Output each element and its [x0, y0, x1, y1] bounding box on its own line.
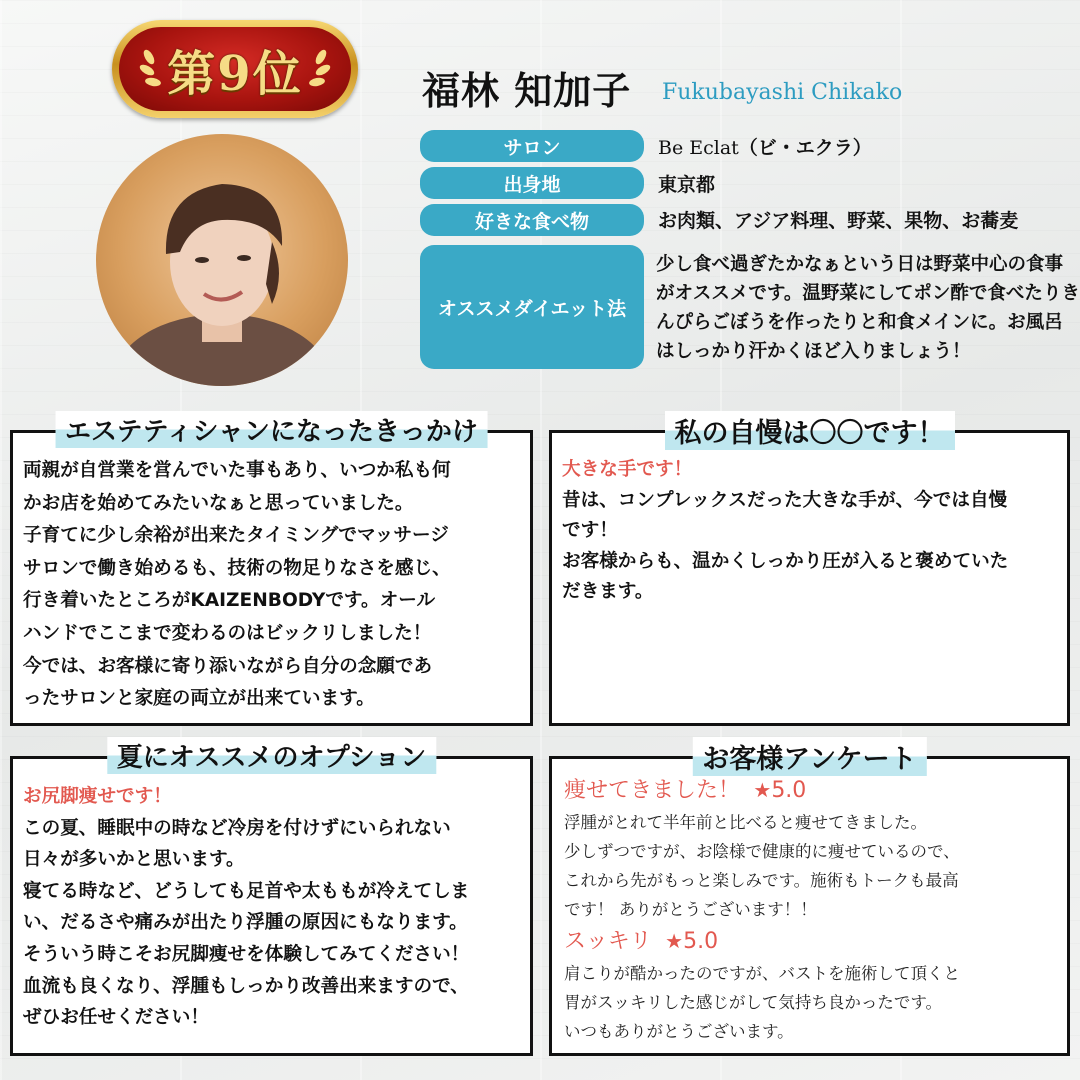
text-line: 日々が多いかと思います。	[23, 849, 245, 871]
text-line: 胃がスッキリした感じがして気持ち良かったです。	[564, 993, 943, 1012]
profile-name: 福林 知加子	[422, 69, 632, 113]
text-line: ハンドでここまで変わるのはビックリしました！	[23, 622, 432, 644]
survey-box	[549, 744, 1070, 1056]
text-line: ぜひお任せください！	[23, 1007, 209, 1029]
diet-method-label: オススメダイエット法	[420, 245, 644, 369]
text-line: い、だるさや痛みが出たり浮腫の原因にもなります。	[23, 912, 468, 934]
review-rating: 5.0	[771, 778, 807, 803]
summer-option-text	[23, 781, 522, 1034]
text-line: 少しずつですが、お陰様で健康的に痩せているので、	[564, 842, 960, 861]
laurel-right-icon	[297, 49, 331, 91]
pride-text	[562, 455, 1059, 608]
survey-heading: お客様アンケート	[692, 737, 926, 776]
text-line: です！ ありがとうございます！！	[564, 900, 817, 919]
review-body	[564, 959, 1057, 1046]
text-line: 両親が自営業を営んでいた事もあり、いつか私も何	[23, 460, 451, 481]
text-line: 寝てる時など、どうしても足首や太ももが冷えてしま	[23, 880, 470, 902]
text-line: だきます。	[562, 581, 654, 602]
pride-box	[549, 418, 1070, 726]
salon-value	[658, 133, 872, 160]
text-line: 行き着いたところがKAIZENBODYです。オール	[23, 590, 436, 612]
person-portrait-icon	[96, 134, 348, 386]
text-line: 子育てに少し余裕が出来たタイミングでマッサージ	[23, 525, 449, 547]
pride-highlight: 大きな手です！	[562, 459, 693, 480]
birthplace-value: 東京都	[658, 174, 716, 196]
text-line: です！	[562, 520, 618, 541]
summer-option-heading: 夏にオススメのオプション	[107, 737, 436, 774]
review-title	[564, 924, 1057, 959]
profile-photo	[96, 134, 348, 386]
review-body	[564, 808, 1057, 924]
text-line: 血流も良くなり、浮腫もしっかり改善出来ますので、	[23, 975, 469, 997]
text-line: これから先がもっと楽しみです。施術もトークも最高	[564, 871, 959, 890]
reason-text	[23, 455, 522, 716]
star-icon: ★	[747, 778, 772, 802]
salon-value-ja: （ビ・エクラ）	[738, 137, 872, 159]
text-line: いつもありがとうございます。	[564, 1022, 794, 1041]
diet-method-value: 少し食べ過ぎたかなぁという日は野菜中心の食事がオススメです。温野菜にしてポン酢で食べたりきんぴらごぼうを作ったりと和食メインに。お風呂はしっかり汗かくほど入りましょう！	[656, 254, 1080, 362]
reason-box	[10, 417, 533, 726]
summer-option-highlight: お尻脚痩せです！	[23, 786, 172, 807]
rank-badge-inner	[119, 27, 351, 111]
birthplace-label: 出身地	[420, 167, 644, 199]
salon-value-en: Be Eclat	[658, 137, 739, 159]
review-list	[564, 773, 1057, 1046]
text-line: サロンで働き始めるも、技術の物足りなさを感じ、	[23, 557, 451, 579]
profile-name-en: Fukubayashi Chikako	[662, 80, 903, 105]
text-line: 今では、お客様に寄り添いながら自分の念願であ	[23, 655, 433, 677]
rank-label: 第9位	[167, 45, 303, 102]
laurel-left-icon	[139, 49, 173, 91]
favorite-food-value: お肉類、アジア料理、野菜、果物、お蕎麦	[658, 210, 1019, 232]
salon-label: サロン	[420, 130, 644, 162]
text-line: この夏、睡眠中の時など冷房を付けずにいられない	[23, 817, 451, 839]
rank-badge	[112, 20, 358, 118]
review-rating: 5.0	[683, 929, 719, 954]
pride-heading: 私の自慢は〇〇です！	[665, 411, 955, 450]
star-icon: ★	[658, 929, 684, 953]
review-title	[564, 773, 1057, 808]
favorite-food-label: 好きな食べ物	[420, 204, 644, 236]
text-line: そういう時こそお尻脚痩せを体験してみてください！	[23, 943, 470, 965]
text-line: ったサロンと家庭の両立が出来ています。	[23, 688, 375, 710]
summer-option-box	[10, 743, 533, 1056]
text-line: 浮腫がとれて半年前と比べると痩せてきました。	[564, 813, 927, 832]
text-line: 昔は、コンプレックスだった大きな手が、今では自慢	[562, 489, 1008, 511]
review-title-text: スッキリ	[564, 929, 652, 954]
text-line: 肩こりが酷かったのですが、バストを施術して頂くと	[564, 964, 960, 983]
reason-heading: エステティシャンになったきっかけ	[55, 411, 488, 448]
text-line: かお店を始めてみたいなぁと思っていました。	[23, 492, 414, 514]
review-title-text: 痩せてきました！	[564, 778, 741, 803]
text-line: お客様からも、温かくしっかり圧が入ると褒めていた	[562, 550, 1009, 572]
